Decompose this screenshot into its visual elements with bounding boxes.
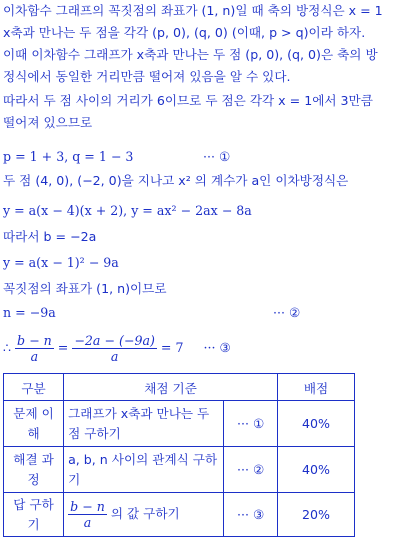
therefore-symbol: ∴ xyxy=(3,340,12,355)
solution-line-3: 이때 이차함수 그래프가 x축과 만나는 두 점 (p, 0), (q, 0)은 축의 방 xyxy=(3,47,378,62)
fraction-substituted xyxy=(72,333,157,364)
solution-line-12: 꼭짓점의 좌표가 (1, n)이므로 xyxy=(3,281,167,296)
solution-line-4: 정식에서 동일한 거리만큼 떨어져 있음을 알 수 있다. xyxy=(3,69,291,84)
criteria-suffix: 의 값 구하기 xyxy=(110,506,180,521)
fraction-numerator: b − n xyxy=(17,333,52,348)
solution-line-13: n = −9a xyxy=(3,305,56,320)
solution-line-9: y = a(x − 4)(x + 2), y = ax² − 2ax − 8a xyxy=(3,203,252,218)
row-score: 40% xyxy=(278,447,355,493)
row-category: 문제 이해 xyxy=(4,401,64,447)
header-category: 구분 xyxy=(4,374,64,401)
solution-line-8: 두 점 (4, 0), (−2, 0)을 지나고 x² 의 계수가 a인 이차방정식은 xyxy=(3,173,349,188)
table-row xyxy=(4,401,355,447)
row-score: 40% xyxy=(278,401,355,447)
fraction-denominator: a xyxy=(30,349,39,364)
criteria-fraction xyxy=(68,499,107,530)
result-value: = 7 xyxy=(160,340,184,355)
table-row xyxy=(4,447,355,493)
solution-line-14 xyxy=(3,330,231,366)
table-header-row xyxy=(4,374,355,401)
fraction-b-minus-n-over-a xyxy=(15,333,54,364)
fraction-denominator: a xyxy=(83,515,92,530)
solution-line-5: 따라서 두 점 사이의 거리가 6이므로 두 점은 각각 x = 1에서 3만큼 xyxy=(3,93,373,108)
row-criteria: 그래프가 x축과 만나는 두 점 구하기 xyxy=(64,401,224,447)
solution-line-11: y = a(x − 1)² − 9a xyxy=(3,255,119,270)
solution-line-6: 떨어져 있으므로 xyxy=(3,115,93,130)
equals-sign: = xyxy=(57,340,69,355)
solution-line-7: p = 1 + 3, q = 1 − 3 xyxy=(3,149,134,164)
row-score: 20% xyxy=(278,493,355,537)
row-category: 해결 과정 xyxy=(4,447,64,493)
step-marker-1: ··· ① xyxy=(203,149,231,164)
fraction-numerator: b − n xyxy=(70,499,105,514)
row-mark: ··· ③ xyxy=(224,493,278,537)
row-criteria: a, b, n 사이의 관계식 구하기 xyxy=(64,447,224,493)
step-marker-3: ··· ③ xyxy=(203,340,231,355)
header-score: 배점 xyxy=(278,374,355,401)
solution-line-2: x축과 만나는 두 점을 각각 (p, 0), (q, 0) (이때, p > q)이라 하자. xyxy=(3,25,366,40)
row-mark: ··· ① xyxy=(224,401,278,447)
solution-line-1: 이차함수 그래프의 꼭짓점의 좌표가 (1, n)일 때 축의 방정식은 x = 1 xyxy=(3,3,383,18)
table-row xyxy=(4,493,355,537)
fraction-denominator: a xyxy=(110,349,119,364)
header-criteria: 채점 기준 xyxy=(64,374,278,401)
row-category: 답 구하기 xyxy=(4,493,64,537)
solution-line-10: 따라서 b = −2a xyxy=(3,229,97,244)
row-criteria xyxy=(64,493,224,537)
step-marker-2: ··· ② xyxy=(273,305,301,320)
row-mark: ··· ② xyxy=(224,447,278,493)
fraction-numerator: −2a − (−9a) xyxy=(74,333,155,348)
grading-table xyxy=(3,373,355,537)
